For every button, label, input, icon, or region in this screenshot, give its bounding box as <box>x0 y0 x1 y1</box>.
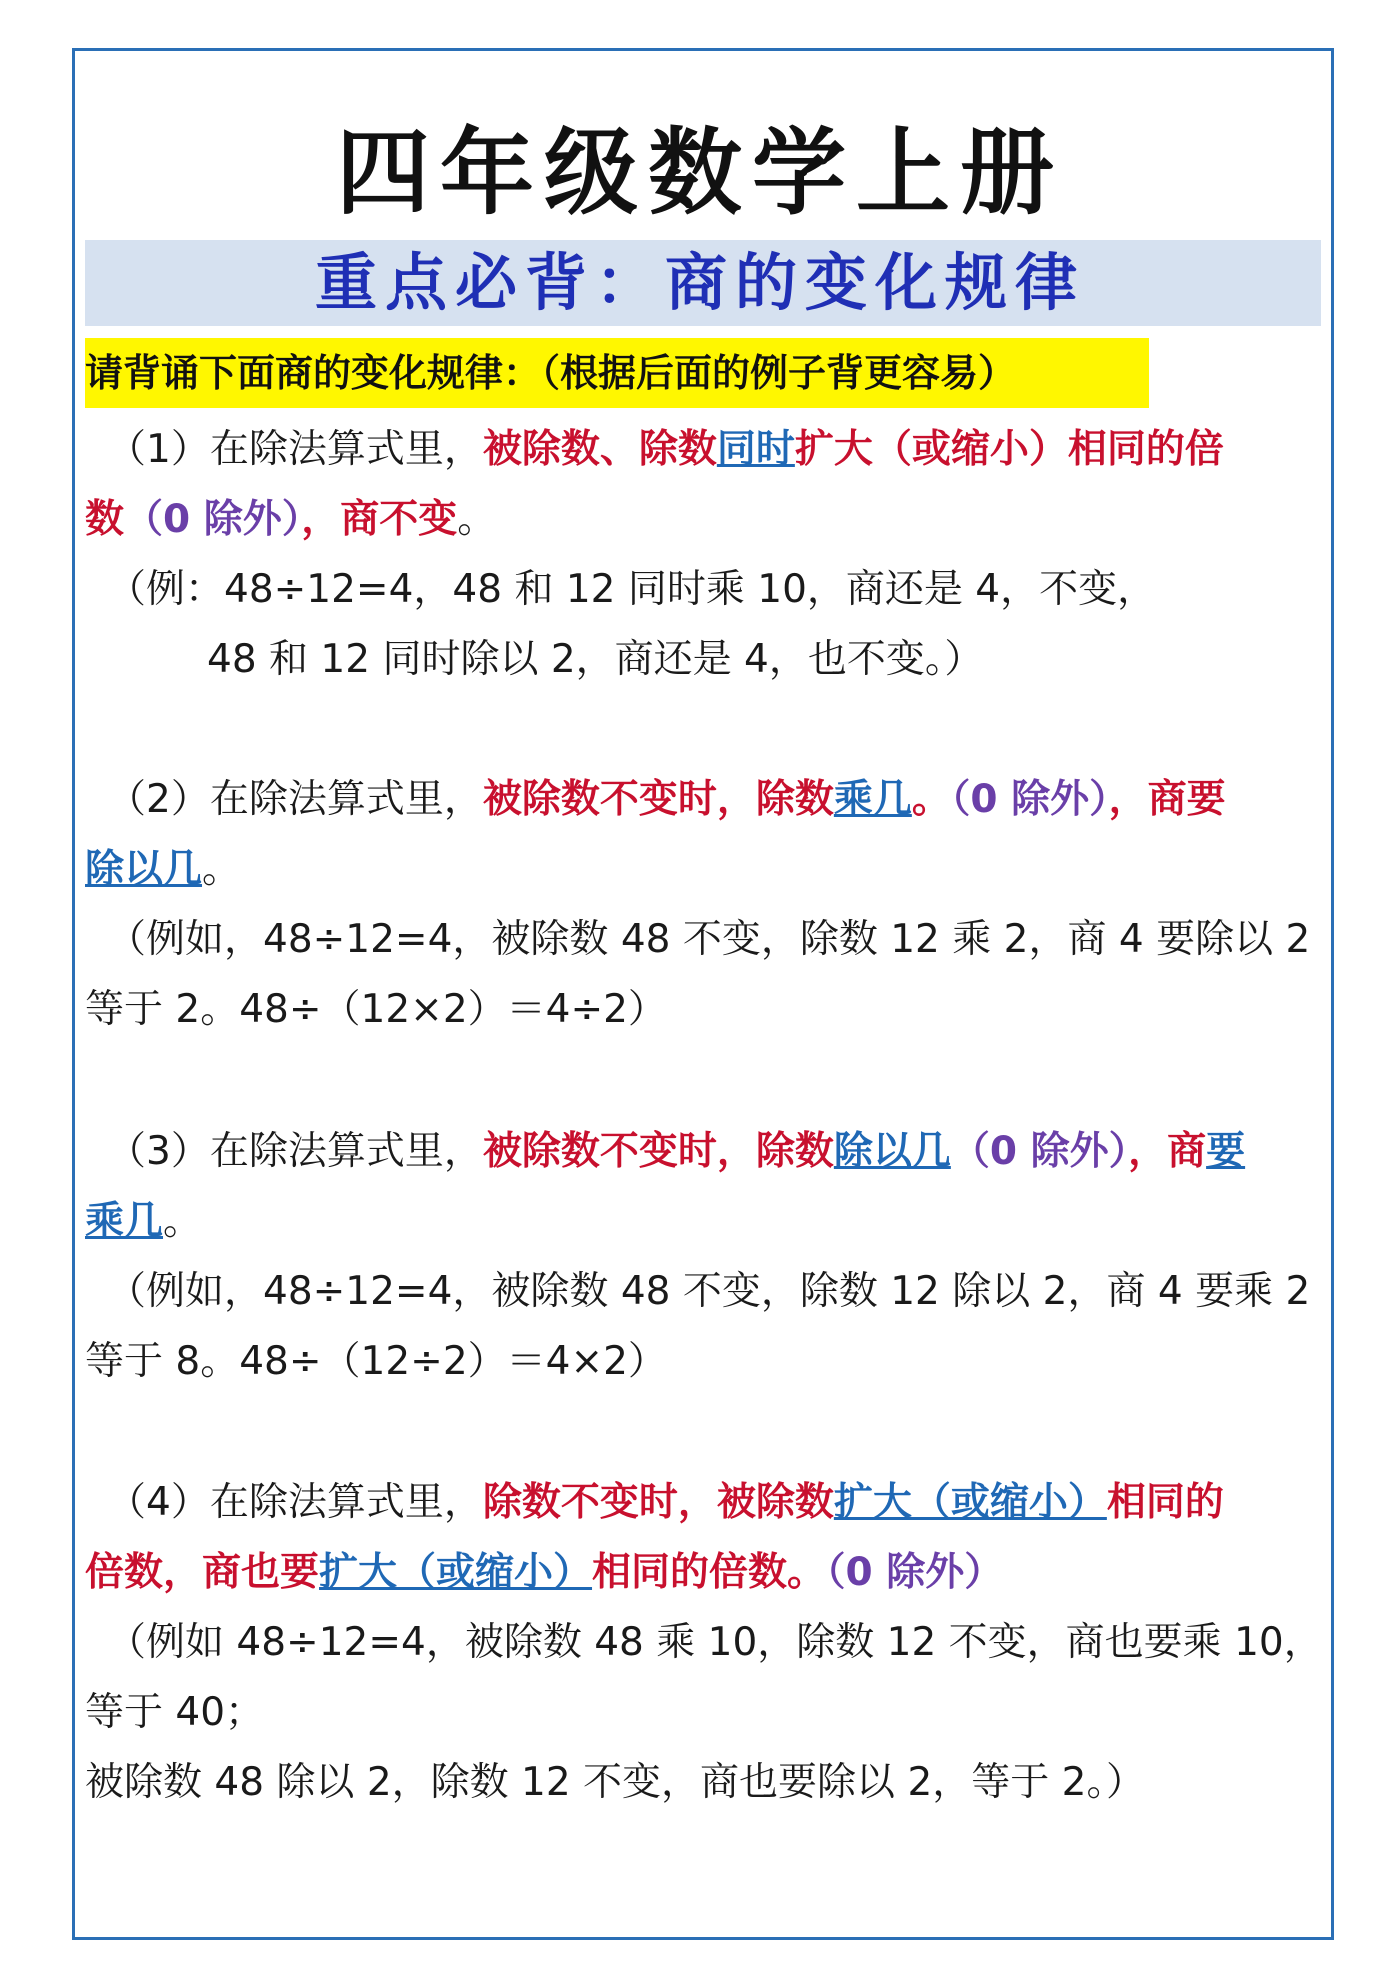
rule1-line2 <box>85 485 1325 555</box>
rule2-key-2: 乘几 <box>833 777 912 822</box>
rule1-key-2: 同时 <box>716 427 795 472</box>
rule2-line1 <box>85 765 1347 835</box>
rule4-exception: （0 除外） <box>826 1550 1004 1595</box>
page-subtitle: 重点必背：商的变化规律 <box>314 246 1085 319</box>
rule2-key-1: 被除数不变时，除数 <box>482 777 834 822</box>
rule3-key-1: 被除数不变时，除数 <box>482 1129 834 1174</box>
rule1-key-5: ，商不变 <box>301 497 458 542</box>
rule4-line1 <box>85 1468 1347 1538</box>
rule3-prefix: （3）在除法算式里， <box>107 1129 483 1174</box>
rule4-key-6: 相同的倍数。 <box>592 1550 827 1595</box>
rule4-example-1: （例如 48÷12=4，被除数 48 乘 10，除数 12 不变，商也要乘 10， <box>107 1620 1323 1665</box>
rule3-example-2: 等于 8。48÷（12÷2）＝4×2） <box>85 1339 667 1384</box>
rule2-example-1: （例如，48÷12=4，被除数 48 不变，除数 12 乘 2，商 4 要除以 2 <box>107 917 1311 962</box>
rule3-key-4: 要 <box>1206 1129 1246 1174</box>
rule2-example-2: 等于 2。48÷（12×2）＝4÷2） <box>85 987 667 1032</box>
rule2-key-4: 除以几 <box>85 847 203 892</box>
rule2-key-3: ，商要 <box>1108 777 1226 822</box>
rule4-example-3: 被除数 48 除以 2，除数 12 不变，商也要除以 2，等于 2。） <box>85 1760 1145 1805</box>
rule1-end: 。 <box>457 497 497 542</box>
rule2-line2 <box>85 835 1325 905</box>
rule3-line2 <box>85 1187 1325 1257</box>
rule1-example-1: （例：48÷12=4，48 和 12 同时乘 10，商还是 4，不变， <box>107 567 1157 612</box>
instruction-banner: 请背诵下面商的变化规律：（根据后面的例子背更容易） <box>85 338 1149 408</box>
rule3-end: 。 <box>163 1199 203 1244</box>
rule4-prefix: （4）在除法算式里， <box>107 1480 483 1525</box>
rule3-key-5: 乘几 <box>85 1199 164 1244</box>
rule4-example-2: 等于 40； <box>85 1690 265 1735</box>
rule1-prefix: （1）在除法算式里， <box>107 427 483 472</box>
rule1-exception: （0 除外） <box>124 497 302 542</box>
rule2-end: 。 <box>202 847 242 892</box>
rule4-key-1: 除数不变时，被除数 <box>482 1480 834 1525</box>
rule3-exception: （0 除外） <box>950 1129 1129 1174</box>
rule4-key-5: 扩大（或缩小） <box>319 1550 593 1595</box>
rule4-key-2: 扩大（或缩小） <box>833 1480 1107 1525</box>
rule2-dot: 。 <box>911 777 951 822</box>
rule3-key-2: 除以几 <box>833 1129 951 1174</box>
rule4-key-4: 倍数，商也要 <box>85 1550 320 1595</box>
page-title: 四年级数学上册 <box>335 118 1064 228</box>
rule1-example-2: 48 和 12 同时除以 2，商还是 4，也不变。） <box>207 637 984 682</box>
rule2-exception: （0 除外） <box>950 777 1109 822</box>
rule4-line2 <box>85 1538 1325 1608</box>
rule3-line1 <box>85 1117 1347 1187</box>
rule3-key-3: ，商 <box>1128 1129 1207 1174</box>
rule4-key-3: 相同的 <box>1106 1480 1224 1525</box>
rule1-line1 <box>85 415 1347 485</box>
rule3-example-1: （例如，48÷12=4，被除数 48 不变，除数 12 除以 2，商 4 要乘 2 <box>107 1269 1311 1314</box>
rule1-key-4: 数 <box>85 497 125 542</box>
rule1-key-1: 被除数、除数 <box>482 427 717 472</box>
rule2-prefix: （2）在除法算式里， <box>107 777 483 822</box>
rule1-key-3: 扩大（或缩小）相同的倍 <box>794 427 1224 472</box>
